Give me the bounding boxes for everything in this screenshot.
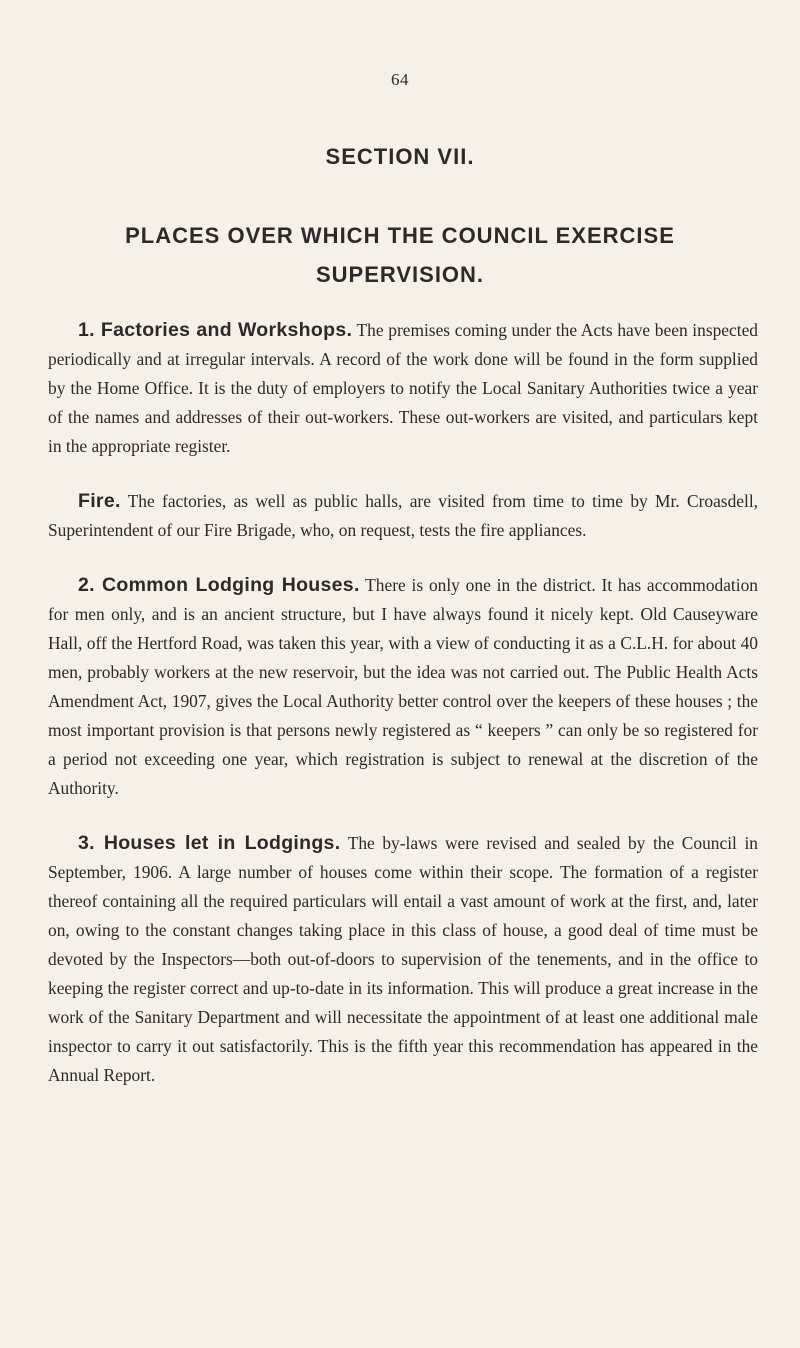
paragraph-factories [48, 316, 758, 461]
paragraph-houses-let-in-lodgings [48, 829, 758, 1090]
paragraph-text: The premises coming under the Acts have been inspected periodically and at irregular intervals. A record of the work done will be found in the form supplied by the Home Office. It is the duty of employers to notify the Local Sanitary Authorities twice a year of the names and addresses of their out-workers. These out-workers are visited, and particulars kept in the appropriate register. [48, 320, 758, 456]
section-title: SECTION VII. [325, 144, 475, 169]
paragraph-heading: 1. Factories and Workshops. [78, 319, 353, 341]
main-heading: PLACES OVER WHICH THE COUNCIL EXERCISE SUPERVISION. [125, 223, 675, 287]
paragraph-heading: 3. Houses let in Lodgings. [78, 832, 341, 854]
paragraph-fire [48, 487, 758, 545]
paragraph-text: The by-laws were revised and sealed by the Council in September, 1906. A large number of houses come within their scope. The formation of a register thereof containing all the required particulars will entail a vast amount of work at the first, and, later on, owing to the constant changes taking place in this class of house, a good deal of time must be devoted by the Inspectors—both out-of-doors to supervision of the tenements, and in the office to keeping the register correct and up-to-date in its information. This will produce a great increase in the work of the Sanitary Department and will necessitate the appointment of at least one additional male inspector to carry it out satisfactorily. This is the fifth year this recommendation has appeared in the Annual Report. [48, 833, 758, 1085]
body-text [48, 316, 758, 1116]
paragraph-text: There is only one in the district. It has accommodation for men only, and is an ancient structure, but I have always found it nicely kept. Old Causeyware Hall, off the Hertford Road, was taken this year, with a view of conducting it as a C.L.H. for about 40 men, probably workers at the new reservoir, but the idea was not carried out. The Public Health Acts Amendment Act, 1907, gives the Local Authority better control over the keepers of these houses ; the most important provision is that persons newly registered as “ keepers ” can only be so registered for a period not exceeding one year, which registration is subject to renewal at the discretion of the Authority. [48, 575, 758, 798]
paragraph-text: The factories, as well as public halls, are visited from time to time by Mr. Croasdell, Superintendent of our Fire Brigade, who, on request, tests the fire appliances. [48, 491, 758, 540]
page-number: 64 [391, 70, 409, 89]
paragraph-heading: Fire. [78, 490, 121, 512]
paragraph-heading: 2. Common Lodging Houses. [78, 574, 360, 596]
paragraph-common-lodging-houses [48, 571, 758, 803]
